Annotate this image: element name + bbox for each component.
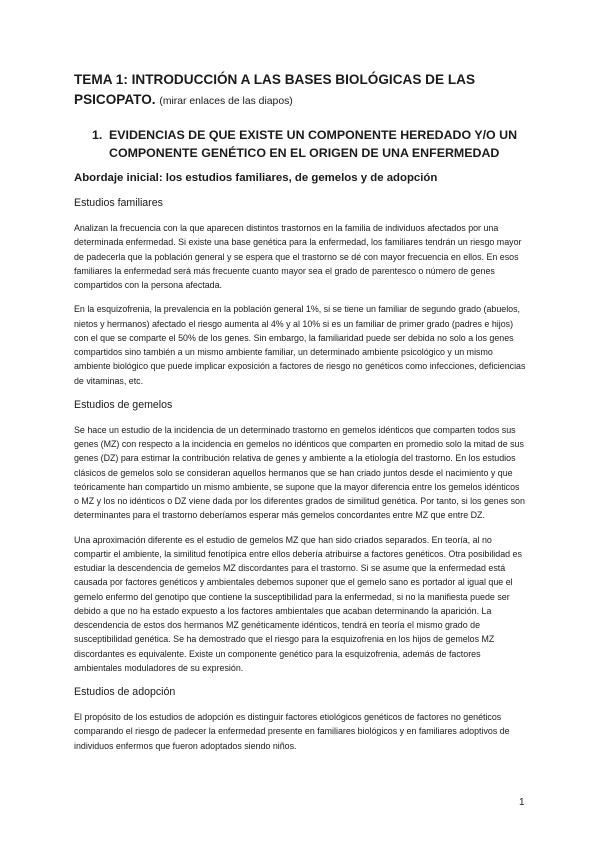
paragraph-familiares-1: Analizan la frecuencia con la que aparecen distintos trastornos en la familia de individuos afectados por una determinada enfermedad. Si existe una base genética para la enfermedad, los familiares tendrán un riesgo mayor de padecerla que la población general y se espera que el trastorno se dé con mayor frecuencia en ellos. En esos familiares la enfermedad será más frecuente cuanto mayor sea el grado de parentesco o número de genes compartidos con la persona afectada.: [74, 223, 522, 290]
section-heading-text: EVIDENCIAS DE QUE EXISTE UN COMPONENTE HEREDADO Y/O UN COMPONENTE GENÉTICO EN EL ORIGEN DE UNA ENFERMEDAD: [109, 128, 518, 160]
paragraph-gemelos-2: Una aproximación diferente es el estudio de gemelos MZ que han sido criados separados. En teoría, al no compartir el ambiente, la similitud fenotípica entre ellos debería atribuirse a factores genéticos. Otra posibilidad es estudiar la descendencia de gemelos MZ discordantes para el trastorno. Si se asume que la enfermedad está causada por factores genéticos y ambientales debemos suponer que el gemelo sano es portador al igual que el gemelo enfermo del genotipo que contiene la susceptibilidad para la enfermedad, si no la manifiesta puede ser debido a que no ha estado expuesto a los factores ambientales que acaban determinando la aparición. La descendencia de estos dos hermanos MZ genéticamente idénticos, tendrá en teoría el mismo grado de susceptibilidad genética. Se ha demostrado que el riesgo para la esquizofrenia en los hijos de gemelos MZ discordantes es equivalente. Existe un componente genético para la esquizofrenia, además de factores ambientales moduladores de su expresión.: [74, 534, 522, 673]
page-content: [74, 70, 526, 753]
heading-estudios-familiares: Estudios familiares: [74, 197, 163, 209]
heading-estudios-gemelos: Estudios de gemelos: [74, 398, 173, 411]
section-heading: [92, 126, 526, 162]
subsection-heading: Abordaje inicial: los estudios familiares, de gemelos y de adopción: [74, 172, 438, 184]
heading-estudios-adopcion: Estudios de adopción: [74, 686, 176, 698]
document-title: [74, 70, 526, 112]
paragraph-familiares-2: En la esquizofrenia, la prevalencia en la población general 1%, si se tiene un familiar de segundo grado (abuelos, nietos y hermanos) afectado el riesgo aumenta al 4% y al 10% si es un familiar de primer grado (padres e hijos) con el que se comparte el 50% de los genes. Sin embargo, la familiaridad puede ser debida no solo a los genes compartidos sino también a un mismo ambiente familiar, un determinado ambiente psicológico y un mismo ambiente biológico que puede implicar exposición a factores de riesgo no genéticos como infecciones, deficiencias de vitaminas, etc.: [74, 304, 526, 386]
paragraph-adopcion-1: El propósito de los estudios de adopción es distinguir factores etiológicos genéticos de factores no genéticos comparando el riesgo de padecer la enfermedad presente en familiares biológicos y en familiares adoptivos de individuos enfermos que fueron adoptados siendo niños.: [74, 712, 510, 751]
paragraph-gemelos-1: Se hace un estudio de la incidencia de un determinado trastorno en gemelos idénticos que comparten todos sus genes (MZ) con respecto a la incidencia en gemelos no idénticos que comparten en promedio solo la mitad de sus genes (DZ) para estimar la contribución relativa de genes y ambiente a la etiología del trastorno. En los estudios clásicos de gemelos solo se consideran aquellos hermanos que se han criado juntos desde el nacimiento y que teóricamente han compartido un mismo ambiente, se supone que la mayor diferencia entre los gemelos idénticos o MZ y los no idénticos o DZ viene dada por los diferentes grados de similitud genética. Por tanto, si los genes son determinantes para el trastorno deberíamos esperar más gemelos concordantes entre MZ que entre DZ.: [74, 424, 525, 521]
title-note: (mirar enlaces de las diapos): [159, 96, 293, 107]
page-number: 1: [519, 797, 525, 808]
title-text: TEMA 1: INTRODUCCIÓN A LAS BASES BIOLÓGICAS DE LAS PSICOPATO.: [74, 72, 476, 107]
section-number: 1.: [92, 128, 103, 142]
